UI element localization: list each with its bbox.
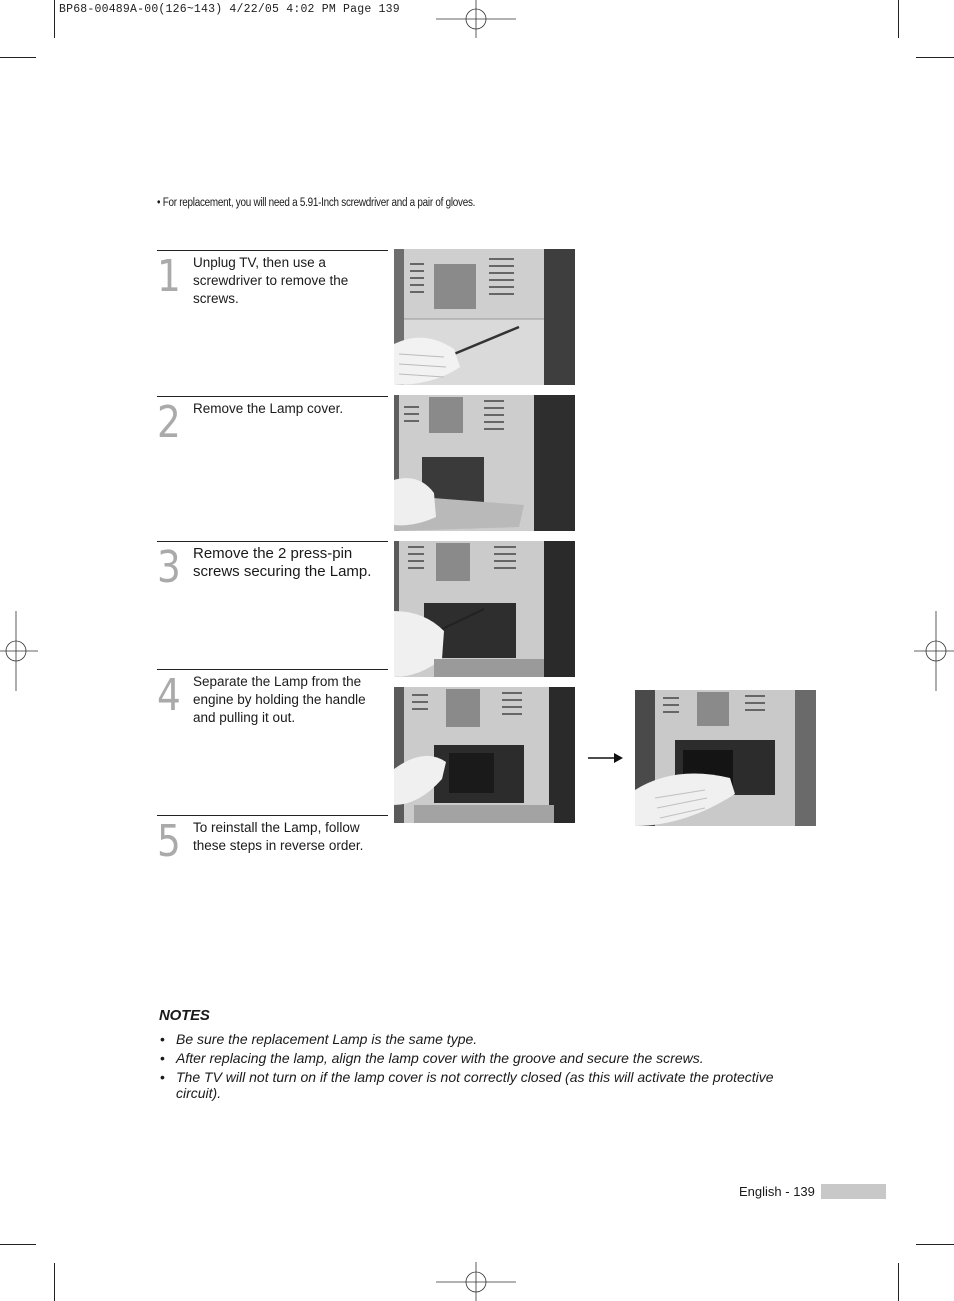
print-slug: BP68-00489A-00(126~143) 4/22/05 4:02 PM Page 139 [59,3,400,16]
note-item: • After replacing the lamp, align the lamp cover with the groove and secure the screws. [160,1050,820,1066]
step-number: 4 [157,670,181,721]
note-item: • The TV will not turn on if the lamp cover is not correctly closed (as this will activate the protective circuit). [160,1069,820,1101]
step-4 [157,669,388,800]
photo-lamp-removed [635,690,816,826]
registration-mark-right [914,611,954,691]
notes-list [160,1031,820,1104]
step-number: 2 [157,397,181,448]
step-text: Remove the 2 press-pin screws securing the Lamp. [193,545,372,580]
step-number: 3 [157,542,181,593]
step-2 [157,396,388,527]
step-5 [157,815,388,876]
step-text: To reinstall the Lamp, follow these steps in reverse order. [193,820,364,853]
step-text: Unplug TV, then use a screwdriver to remove the screws. [193,255,349,306]
photo-pull-lamp [394,687,575,823]
page-number: English - 139 [739,1184,815,1199]
requirement-note: • For replacement, you will need a 5.91-Inch screwdriver and a pair of gloves. [157,197,476,209]
note-item: • Be sure the replacement Lamp is the same type. [160,1031,820,1047]
registration-mark-top [436,0,518,40]
step-text: Remove the Lamp cover. [193,401,344,416]
step-1 [157,250,388,381]
registration-mark-bottom [436,1262,518,1301]
photo-press-pin-screws [394,541,575,677]
notes-title: NOTES [159,1007,210,1024]
photo-remove-screws [394,249,575,385]
step-number: 5 [157,816,181,867]
photo-remove-cover [394,395,575,531]
step-number: 1 [157,251,181,302]
step-text: Separate the Lamp from the engine by holding the handle and pulling it out. [193,674,366,725]
step-3 [157,541,388,672]
footer-bar [821,1184,886,1199]
arrow-right-icon [588,752,624,764]
registration-mark-left [0,611,40,691]
